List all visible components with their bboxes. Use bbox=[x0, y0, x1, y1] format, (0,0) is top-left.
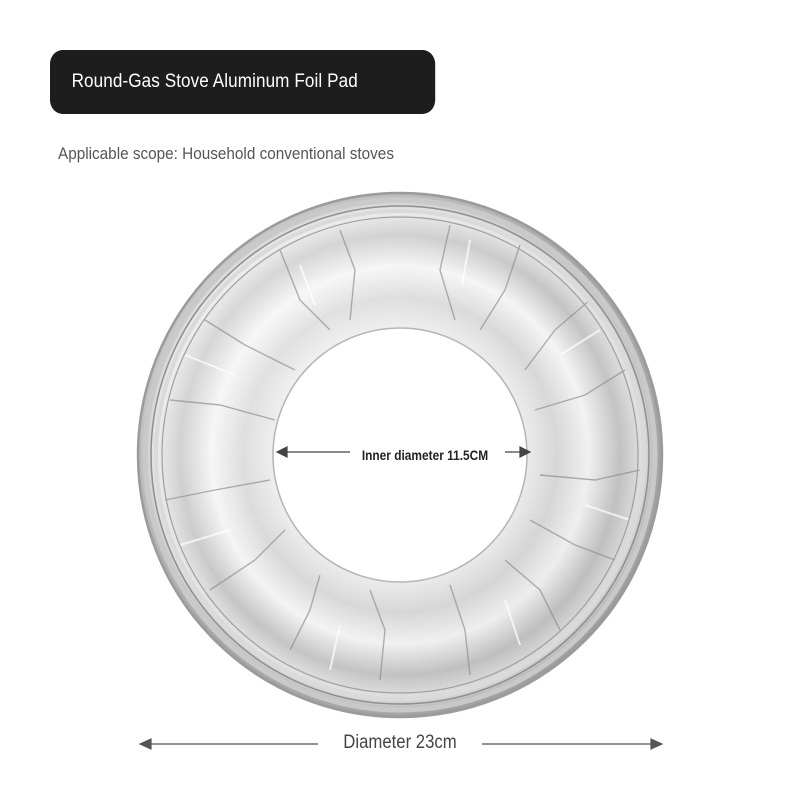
inner-diameter-label: Inner diameter 11.5CM bbox=[361, 447, 489, 463]
applicable-scope-text: Applicable scope: Household conventional stoves bbox=[58, 144, 394, 163]
outer-diameter-label: Diameter 23cm bbox=[343, 732, 457, 753]
product-title: Round-Gas Stove Aluminum Foil Pad bbox=[71, 71, 358, 92]
